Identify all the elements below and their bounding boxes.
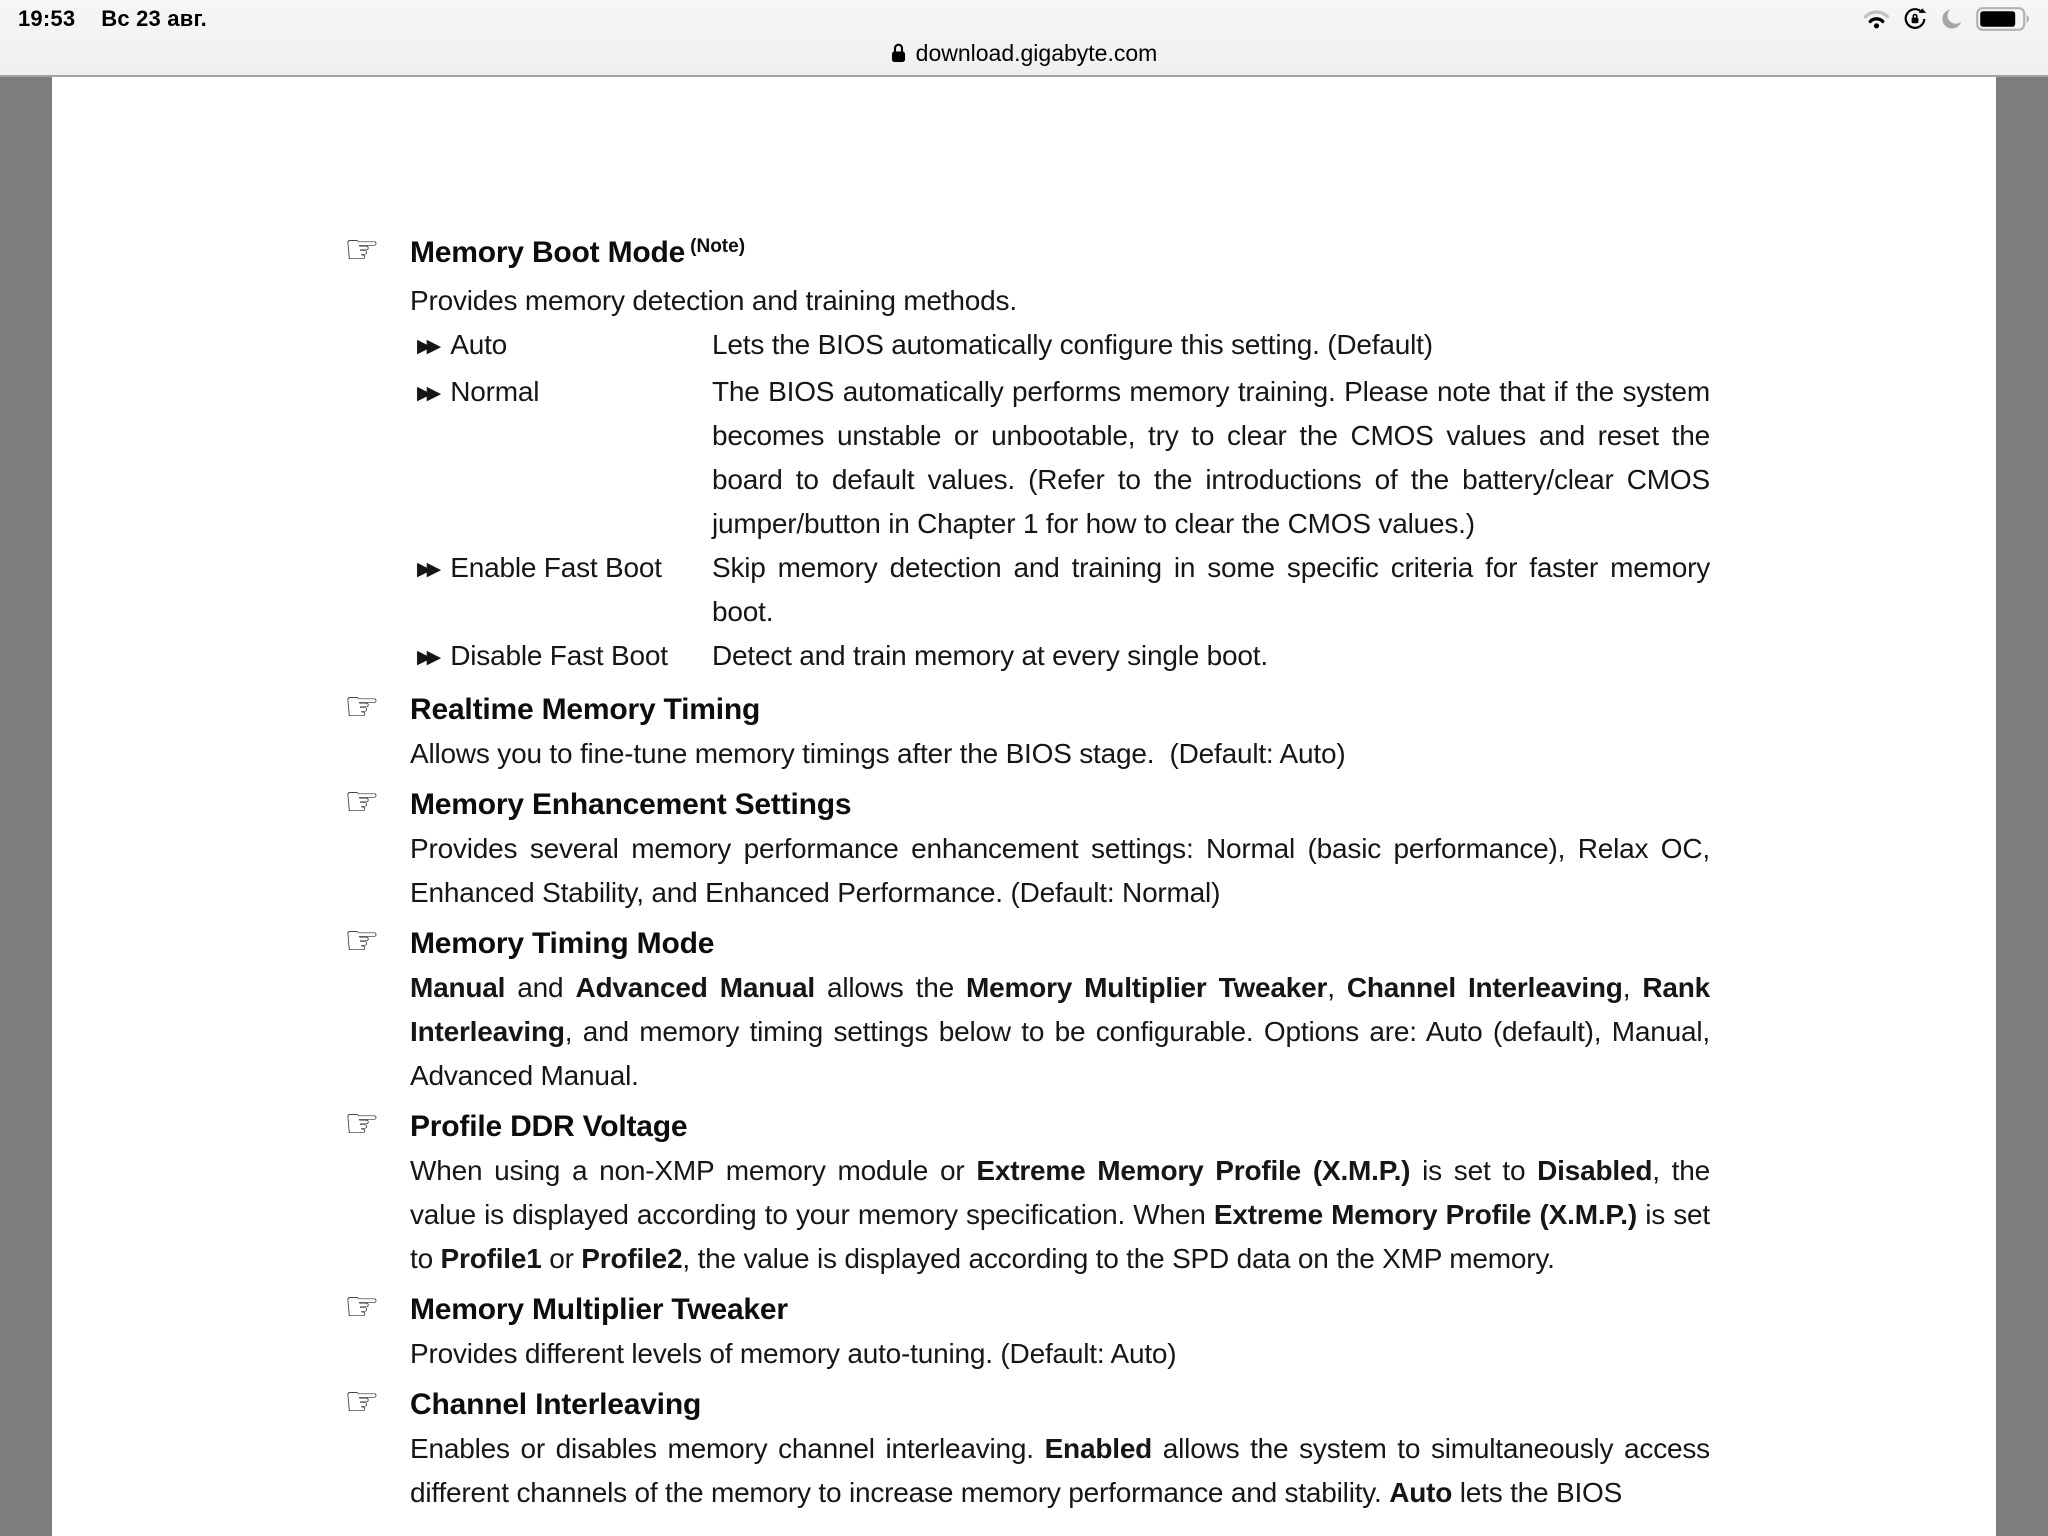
pdf-viewer[interactable] (0, 77, 2048, 1536)
do-not-disturb-moon-icon (1940, 8, 1963, 31)
text: is set to (410, 1199, 1718, 1274)
pointing-hand-icon: ☞ (344, 227, 380, 273)
text: is set to (1410, 1155, 1538, 1186)
pointing-hand-icon: ☞ (344, 779, 380, 825)
section-title (410, 231, 1710, 279)
section-title-text: Channel Interleaving (410, 1388, 702, 1421)
option-description: The BIOS automatically performs memory training. Please note that if the system becomes unstable or unbootable, try to clear the CMOS values and reset the board to default values. (Refer to the introductions of the battery/clear CMOS jumper/button in Chapter 1 for how to clear the CMOS values.) (712, 376, 1710, 539)
option-label: ▶▶ Disable Fast Boot (417, 640, 668, 671)
document-content (344, 227, 1718, 1515)
section-paragraph (410, 279, 1710, 323)
pointing-hand-icon: ☞ (344, 684, 380, 730)
text: Enables or disables memory channel interleaving. (410, 1433, 1045, 1464)
manual-section (344, 227, 1710, 681)
pointing-hand-icon: ☞ (344, 1379, 380, 1425)
status-bar-left (18, 5, 207, 33)
manual-section (344, 1284, 1710, 1376)
status-date: Вс 23 авг. (101, 6, 207, 31)
bold-text: Memory Multiplier Tweaker (965, 972, 1328, 1003)
section-title-text: Memory Enhancement Settings (410, 788, 852, 821)
text: Allows you to fine-tune memory timings after the BIOS stage. (Default: Auto) (410, 738, 1346, 769)
text: lets the BIOS (1452, 1477, 1623, 1508)
section-title-text: Profile DDR Voltage (410, 1110, 688, 1143)
rotation-lock-icon (1903, 7, 1927, 31)
section-title-text: Realtime Memory Timing (410, 693, 761, 726)
section-note: (Note) (690, 236, 746, 257)
bold-text: Extreme Memory Profile (X.M.P.) (976, 1155, 1411, 1186)
text: , (1327, 972, 1347, 1003)
text: allows the system to simultaneously access different channels of the memory to increase memory performance and stability. (410, 1433, 1718, 1508)
safari-toolbar (0, 0, 2048, 77)
pdf-page (52, 77, 1996, 1536)
status-bar-right (1863, 6, 2032, 32)
bold-text: Profile2 (581, 1243, 683, 1274)
option-label: ▶▶ Enable Fast Boot (417, 552, 662, 583)
text: , the value is displayed according to the SPD data on the XMP memory. (682, 1243, 1555, 1274)
section-title-text: Memory Timing Mode (410, 927, 715, 960)
text: , the value is displayed according to your memory specification. When (410, 1155, 1718, 1230)
pointing-hand-icon: ☞ (344, 918, 380, 964)
bold-text: Rank Interleaving (410, 972, 1718, 1047)
text: When using a non-XMP memory module or (410, 1155, 977, 1186)
text: Provides several memory performance enhancement settings: Normal (basic performance), Relax OC, Enhanced Stability, and Enhanced Performance. (Default: Normal) (410, 833, 1718, 908)
option-description: Detect and train memory at every single boot. (712, 640, 1268, 671)
wifi-icon (1863, 9, 1890, 29)
double-arrow-icon: ▶▶ (417, 558, 437, 580)
lock-icon (891, 43, 906, 63)
section-paragraph (410, 1149, 1718, 1281)
manual-section (344, 779, 1718, 915)
manual-section (344, 1101, 1718, 1281)
section-title (410, 688, 1710, 732)
option-label: ▶▶ Auto (417, 329, 508, 360)
bold-text: Auto (1389, 1477, 1453, 1508)
address-bar[interactable] (0, 36, 2048, 70)
section-title (410, 783, 1710, 827)
section-title (410, 1288, 1710, 1332)
bold-text: Enabled (1044, 1433, 1153, 1464)
section-title (410, 1383, 1710, 1427)
option-description: Lets the BIOS automatically configure this setting. (Default) (712, 329, 1433, 360)
option-label: ▶▶ Normal (417, 376, 540, 407)
bold-text: Disabled (1537, 1155, 1653, 1186)
double-arrow-icon: ▶▶ (417, 335, 437, 357)
bold-text: Extreme Memory Profile (X.M.P.) (1213, 1199, 1637, 1230)
text: or (541, 1243, 582, 1274)
text: Provides different levels of memory auto-tuning. (Default: Auto) (410, 1338, 1177, 1369)
section-paragraph (410, 1332, 1710, 1376)
options-table (410, 323, 1710, 681)
text: allows the (814, 972, 966, 1003)
manual-section (344, 684, 1710, 776)
bold-text: Channel Interleaving (1346, 972, 1623, 1003)
url-domain: download.gigabyte.com (915, 39, 1158, 66)
bold-text: Profile1 (440, 1243, 542, 1274)
double-arrow-icon: ▶▶ (417, 646, 437, 668)
section-title-text: Memory Boot Mode (410, 236, 686, 269)
text: and (505, 972, 576, 1003)
pointing-hand-icon: ☞ (344, 1284, 380, 1330)
double-arrow-icon: ▶▶ (417, 382, 437, 404)
manual-section (344, 1379, 1718, 1515)
text: , (1622, 972, 1643, 1003)
text: Provides memory detection and training methods. (410, 285, 1017, 316)
section-title (410, 922, 1710, 966)
bold-text: Advanced Manual (575, 972, 815, 1003)
section-paragraph (410, 827, 1718, 915)
status-time: 19:53 (18, 6, 76, 31)
section-paragraph (410, 1427, 1718, 1515)
bold-text: Manual (410, 972, 506, 1003)
battery-icon (1976, 7, 2032, 31)
section-title (410, 1105, 1710, 1149)
section-paragraph (410, 732, 1710, 776)
manual-section (344, 918, 1718, 1098)
section-title-text: Memory Multiplier Tweaker (410, 1293, 788, 1326)
pointing-hand-icon: ☞ (344, 1101, 380, 1147)
text: , and memory timing settings below to be configurable. Options are: Auto (default), Manual, Advanced Manual. (410, 1016, 1717, 1091)
option-description: Skip memory detection and training in some specific criteria for faster memory boot. (712, 552, 1710, 627)
section-paragraph (410, 966, 1718, 1098)
